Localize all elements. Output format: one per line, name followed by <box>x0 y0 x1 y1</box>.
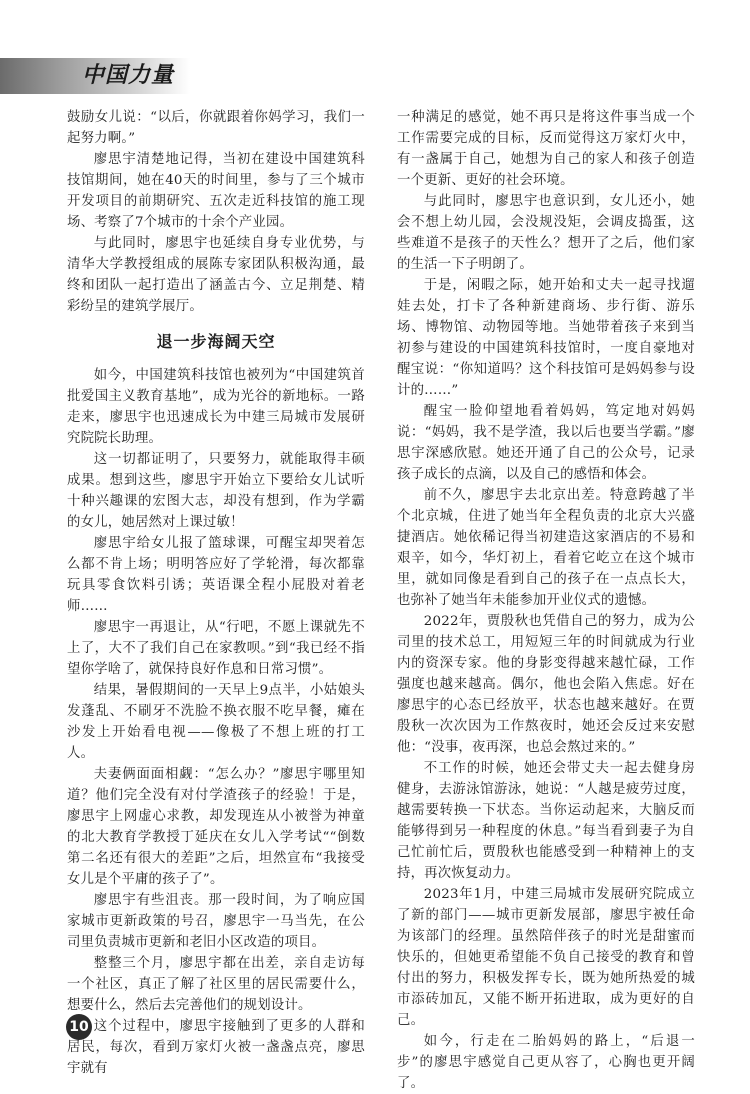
paragraph: 于是，闲暇之际，她开始和丈夫一起寻找遛娃去处，打卡了各种新建商场、步行街、游乐场、博物馆、动物园等地。当她带着孩子来到当初参与建设的中国建筑科技馆时，一度自豪地对醒宝说：“你知道吗？这个科技馆可是妈妈参与设计的……” <box>397 278 695 398</box>
left-column <box>67 107 365 1079</box>
paragraph: 廖思宇给女儿报了篮球课，可醒宝却哭着怎么都不肯上场；明明答应好了学轮滑，每次都靠玩具零食饮料引诱；英语课全程小屁股对着老师…… <box>67 536 365 614</box>
right-column <box>397 107 695 1094</box>
paragraph: 夫妻俩面面相觑：“怎么办？”廖思宇哪里知道？他们完全没有对付学渣孩子的经验！于是，廖思宇上网虚心求教，却发现连从小被誉为神童的北大教育学教授丁延庆在女儿入学考试““倒数第二名还有很大的差距”之后，坦然宣布“我接受女儿是个平庸的孩子了”。 <box>67 767 365 887</box>
paragraph: 2022年，贾殷秋也凭借自己的努力，成为公司里的技术总工，用短短三年的时间就成为行业内的资深专家。他的身影变得越来越忙碌，工作强度也越来越高。偶尔，他也会陷入焦虑。好在廖思宇的心态已经放平，状态也越来越好。在贾殷秋一次次因为工作熬夜时，她还会反过来安慰他：“没事，夜再深，也总会熬过来的。” <box>397 614 695 755</box>
page-number: 10 <box>66 1014 92 1040</box>
paragraph: 前不久，廖思宇去北京出差。特意跨越了半个北京城，住进了她当年全程负责的北京大兴盛捷酒店。她依稀记得当初建造这家酒店的不易和艰辛，如今，华灯初上，看着它屹立在这个城市里，就如同像是看到自己的孩子在一点点长大，也弥补了她当年未能参加开业仪式的遗憾。 <box>397 488 695 608</box>
section-title: 退一步海阔天空 <box>156 332 276 351</box>
paragraph: 如今，行走在二胎妈妈的路上，“后退一步”的廖思宇感觉自己更从容了，心胸也更开阔了。 <box>397 1034 695 1091</box>
paragraph: 廖思宇有些沮丧。那一段时间，为了响应国家城市更新政策的号召，廖思宇一马当先，在公司里负责城市更新和老旧小区改造的项目。 <box>67 893 365 950</box>
paragraph: 如今，中国建筑科技馆也被列为“中国建筑首批爱国主义教育基地”，成为光谷的新地标。一路走来，廖思宇也迅速成长为中建三局城市发展研究院院长助理。 <box>67 368 365 446</box>
paragraph: 这一切都证明了，只要努力，就能取得丰硕成果。想到这些，廖思宇开始立下要给女儿试听十种兴趣课的宏图大志，却没有想到，作为学霸的女儿，她居然对上课过敏！ <box>67 452 365 530</box>
paragraph: 一种满足的感觉，她不再只是将这件事当成一个工作需要完成的目标，反而觉得这万家灯火中，有一盏属于自己，她想为自己的家人和孩子创造一个更新、更好的社会环境。 <box>397 110 695 188</box>
magazine-logo: 中国力量 <box>82 63 175 88</box>
paragraph: 与此同时，廖思宇也延续自身专业优势，与清华大学教授组成的展陈专家团队积极沟通，最终和团队一起打造出了涵盖古今、立足荆楚、精彩纷呈的建筑学展厅。 <box>67 236 365 314</box>
paragraph: 整整三个月，廖思宇都在出差，亲自走访每一个社区，真正了解了社区里的居民需要什么，想要什么，然后去完善他们的规划设计。 <box>67 956 365 1013</box>
paragraph: 廖思宇一再退让，从“行吧，不愿上课就先不上了，大不了我们自己在家教呗。”到“我已经不指望你学啥了，就保持良好作息和日常习惯”。 <box>67 620 365 677</box>
paragraph: 2023年1月，中建三局城市发展研究院成立了新的部门——城市更新发展部，廖思宇被任命为该部门的经理。虽然陪伴孩子的时光是甜蜜而快乐的，但她更希望能不负自己接受的教育和曾付出的努力，积极发挥专长，既为她所热爱的城市添砖加瓦，又能不断开拓进取，成为更好的自己。 <box>397 887 695 1028</box>
paragraph: 与此同时，廖思宇也意识到，女儿还小，她会不想上幼儿园，会没规没矩，会调皮捣蛋，这些难道不是孩子的天性么？想开了之后，他们家的生活一下子明朗了。 <box>397 194 695 272</box>
paragraph: 廖思宇清楚地记得，当初在建设中国建筑科技馆期间，她在40天的时间里，参与了三个城市开发项目的前期研究、五次走近科技馆的施工现场、考察了7个城市的十余个产业园。 <box>67 152 365 230</box>
paragraph: 这个过程中，廖思宇接触到了更多的人群和居民，每次，看到万家灯火被一盏盏点亮，廖思宇就有 <box>67 1019 365 1076</box>
paragraph: 醒宝一脸仰望地看着妈妈，笃定地对妈妈说：“妈妈，我不是学渣，我以后也要当学霸。”廖思宇深感欣慰。她还开通了自己的公众号，记录孩子成长的点滴，以及自己的感悟和体会。 <box>397 404 695 482</box>
paragraph: 不工作的时候，她还会带丈夫一起去健身房健身，去游泳馆游泳，她说：“人越是疲劳过度，越需要转换一下状态。当你运动起来，大脑反而能够得到另一种程度的休息。”每当看到妻子为自己忙前忙后，贾殷秋也能感受到一种精神上的支持，再次恢复动力。 <box>397 761 695 881</box>
paragraph: 鼓励女儿说：“以后，你就跟着你妈学习，我们一起努力啊。” <box>67 110 365 146</box>
paragraph: 结果，暑假期间的一天早上9点半，小姑娘头发蓬乱、不刷牙不洗脸不换衣服不吃早餐，瘫在沙发上开始看电视——像极了不想上班的打工人。 <box>67 683 365 761</box>
